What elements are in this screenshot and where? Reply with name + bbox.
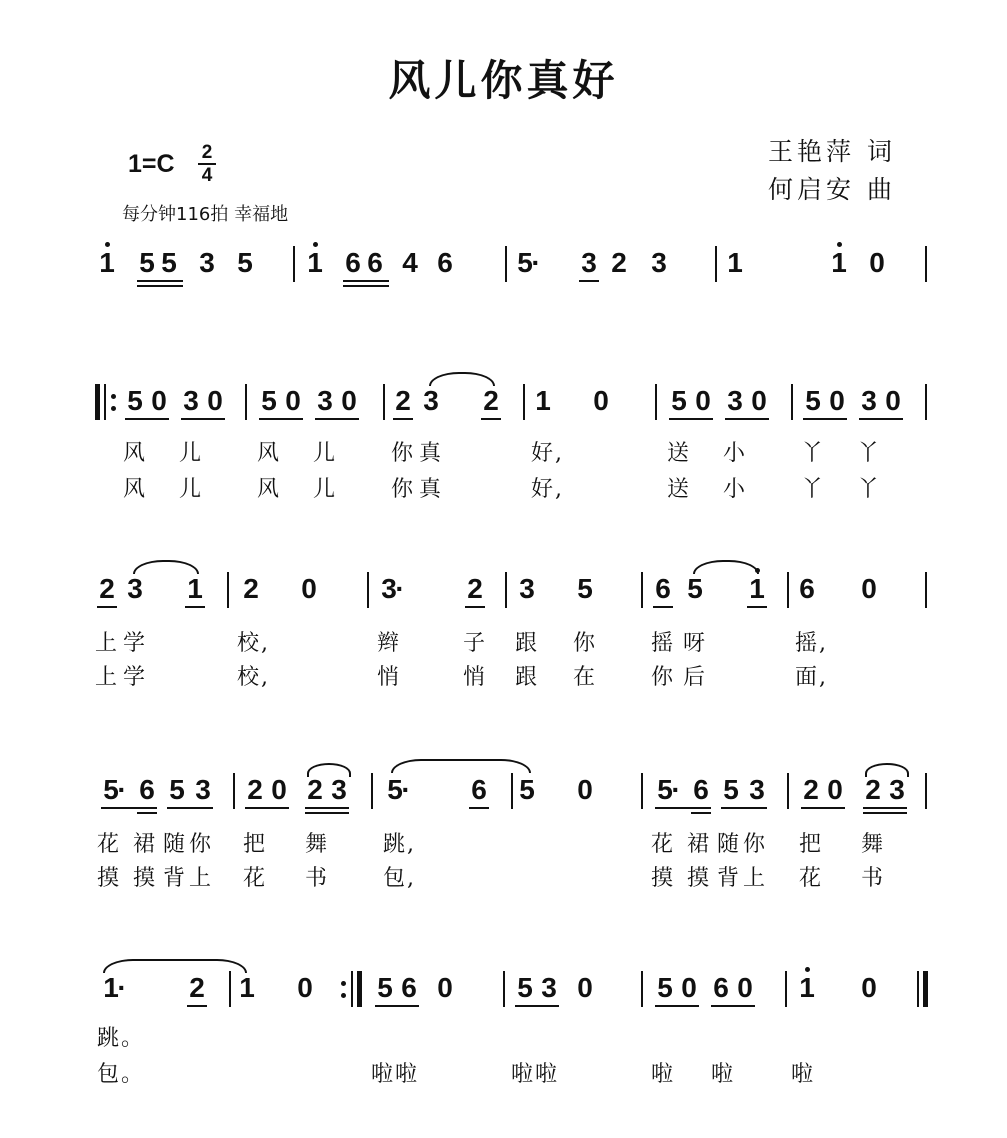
note: 2 — [483, 385, 499, 416]
note: 6 — [471, 774, 487, 805]
lyric: 你 — [391, 477, 416, 502]
note: 3 — [749, 774, 765, 805]
note: 6 — [401, 972, 417, 1003]
note: 0 — [593, 385, 609, 416]
note: 0 — [301, 573, 317, 604]
note: 0 — [861, 573, 877, 604]
lyric: 丫 — [801, 477, 826, 502]
note: 1 — [103, 972, 119, 1003]
note: 5 — [577, 573, 593, 604]
lyric: 摸 — [687, 866, 712, 891]
barline — [505, 572, 507, 608]
underline-eighth — [481, 418, 501, 420]
lyric: 跟 — [515, 631, 540, 656]
repeat-end-thin-bar — [351, 971, 353, 1007]
barline — [641, 773, 643, 809]
underline-eighth — [721, 807, 767, 809]
barline — [229, 971, 231, 1007]
repeat-dot — [341, 981, 346, 986]
lyricist-credit: 王艳萍 词 — [768, 137, 896, 166]
note: 0 — [577, 774, 593, 805]
lyric: 丫 — [857, 441, 882, 466]
lyric: 跟 — [515, 665, 540, 690]
lyric: 裙 — [133, 832, 158, 857]
underline-eighth — [393, 418, 413, 420]
lyric: 辫 — [377, 631, 402, 656]
note: 5 — [657, 774, 673, 805]
note: 0 — [207, 385, 223, 416]
lyric: 随 — [717, 832, 742, 857]
note: 5 — [671, 385, 687, 416]
underline-eighth — [101, 807, 157, 809]
note: 1 — [831, 247, 847, 278]
note: 0 — [285, 385, 301, 416]
barline — [371, 773, 373, 809]
note: 5 — [169, 774, 185, 805]
lyric: 送 — [667, 477, 692, 502]
underline-sixteenth — [137, 812, 157, 814]
note: 0 — [151, 385, 167, 416]
note: 6 — [437, 247, 453, 278]
note: 0 — [869, 247, 885, 278]
note: 0 — [297, 972, 313, 1003]
note: 0 — [829, 385, 845, 416]
slur — [693, 560, 759, 574]
repeat-start-thick-bar — [95, 384, 100, 420]
lyric: 背 — [717, 866, 742, 891]
lyric: 儿 — [313, 441, 338, 466]
barline — [925, 572, 927, 608]
barline — [787, 773, 789, 809]
underline-eighth — [669, 418, 713, 420]
lyric: 把 — [243, 832, 268, 857]
underline-eighth — [259, 418, 303, 420]
underline-eighth — [97, 606, 117, 608]
repeat-start-thin-bar — [104, 384, 106, 420]
note: 2 — [395, 385, 411, 416]
lyric: 摸 — [97, 866, 122, 891]
underline-eighth — [655, 807, 711, 809]
note: 1 — [799, 972, 815, 1003]
lyric: 摸 — [651, 866, 676, 891]
barline — [511, 773, 513, 809]
barline — [715, 246, 717, 282]
lyric: 儿 — [313, 477, 338, 502]
note: 2 — [611, 247, 627, 278]
note: 0 — [827, 774, 843, 805]
note: 0 — [861, 972, 877, 1003]
high-octave-dot — [105, 242, 110, 247]
note: 2 — [307, 774, 323, 805]
lyric: 随 — [163, 832, 188, 857]
note: 0 — [751, 385, 767, 416]
underline-eighth — [725, 418, 769, 420]
lyric: 花 — [799, 866, 824, 891]
underline-eighth — [315, 418, 359, 420]
lyric: 上 — [189, 866, 214, 891]
lyric: 在 — [573, 665, 598, 690]
note: 3 — [317, 385, 333, 416]
note: 5 — [387, 774, 403, 805]
lyric: 把 — [799, 832, 824, 857]
note: 1 — [727, 247, 743, 278]
note: 5 — [103, 774, 119, 805]
note: 3 — [519, 573, 535, 604]
lyric: 跳, — [383, 832, 416, 857]
note: 6 — [139, 774, 155, 805]
underline-sixteenth — [343, 285, 389, 287]
note: 3 — [581, 247, 597, 278]
note: 5 — [687, 573, 703, 604]
lyric: 好, — [531, 441, 564, 466]
lyric: 背 — [163, 866, 188, 891]
lyric: 儿 — [179, 477, 204, 502]
score-line-4 — [95, 773, 935, 891]
note: 1 — [307, 247, 323, 278]
slur — [429, 372, 495, 386]
repeat-end-thick-bar — [357, 971, 362, 1007]
lyric: 裙 — [687, 832, 712, 857]
underline-eighth — [167, 807, 213, 809]
note: 5 — [657, 972, 673, 1003]
underline-eighth — [653, 606, 673, 608]
underline-eighth — [343, 280, 389, 282]
augmentation-dot: · — [117, 972, 127, 1003]
note: 2 — [243, 573, 259, 604]
high-octave-dot — [313, 242, 318, 247]
lyric: 舞 — [861, 832, 886, 857]
augmentation-dot: · — [395, 573, 405, 604]
barline — [925, 246, 927, 282]
lyric: 啦 — [791, 1062, 816, 1087]
barline — [227, 572, 229, 608]
barline — [641, 572, 643, 608]
note: 6 — [799, 573, 815, 604]
note: 2 — [189, 972, 205, 1003]
lyric: 风 — [257, 441, 282, 466]
lyric: 啦 — [711, 1062, 736, 1087]
augmentation-dot: · — [117, 774, 127, 805]
tie — [391, 759, 531, 773]
lyric: 学 — [123, 665, 148, 690]
meter-bottom: 4 — [201, 165, 213, 186]
underline-eighth — [579, 280, 599, 282]
lyric: 包。 — [97, 1062, 146, 1087]
note: 2 — [865, 774, 881, 805]
repeat-dot — [111, 406, 116, 411]
score-line-2 — [95, 384, 935, 502]
note: 3 — [861, 385, 877, 416]
lyric: 真 — [419, 441, 444, 466]
lyric: 风 — [123, 477, 148, 502]
slur — [307, 763, 351, 777]
lyric: 摇 — [651, 631, 676, 656]
note: 2 — [803, 774, 819, 805]
note: 1 — [535, 385, 551, 416]
note: 3 — [199, 247, 215, 278]
time-signature — [198, 143, 216, 185]
lyric: 包, — [383, 866, 416, 891]
underline-eighth — [803, 418, 847, 420]
note: 0 — [885, 385, 901, 416]
barline — [641, 971, 643, 1007]
barline — [925, 773, 927, 809]
lyric: 花 — [97, 832, 122, 857]
lyric: 面, — [795, 665, 828, 690]
barline — [293, 246, 295, 282]
barline — [503, 971, 505, 1007]
barline — [505, 246, 507, 282]
note: 0 — [577, 972, 593, 1003]
note: 6 — [655, 573, 671, 604]
note: 3 — [651, 247, 667, 278]
underline-eighth — [711, 1005, 755, 1007]
lyric: 你 — [573, 631, 598, 656]
note: 3 — [331, 774, 347, 805]
lyric: 啦 — [651, 1062, 676, 1087]
note: 5 — [139, 247, 155, 278]
note: 0 — [437, 972, 453, 1003]
lyric: 小 — [723, 441, 748, 466]
lyric: 摇, — [795, 631, 828, 656]
note: 5 — [261, 385, 277, 416]
tie — [103, 959, 247, 973]
underline-eighth — [137, 280, 183, 282]
augmentation-dot: · — [531, 247, 541, 278]
underline-eighth — [515, 1005, 559, 1007]
lyric: 舞 — [305, 832, 330, 857]
lyric: 上 — [95, 631, 120, 656]
underline-eighth — [465, 606, 485, 608]
note: 6 — [713, 972, 729, 1003]
lyric: 上 — [95, 665, 120, 690]
lyric: 校, — [237, 631, 270, 656]
lyric: 后 — [683, 665, 708, 690]
barline — [785, 971, 787, 1007]
lyric: 花 — [651, 832, 676, 857]
note: 2 — [467, 573, 483, 604]
note: 1 — [239, 972, 255, 1003]
note: 3 — [381, 573, 397, 604]
underline-eighth — [859, 418, 903, 420]
slur — [865, 763, 909, 777]
underline-sixteenth — [137, 285, 183, 287]
final-thick-bar — [923, 971, 928, 1007]
lyric: 送 — [667, 441, 692, 466]
score-line-1 — [95, 246, 935, 296]
barline — [791, 384, 793, 420]
underline-sixteenth — [863, 812, 907, 814]
lyric: 你 — [189, 832, 214, 857]
lyric: 小 — [723, 477, 748, 502]
lyric: 风 — [123, 441, 148, 466]
lyric: 儿 — [179, 441, 204, 466]
composer-credit: 何启安 曲 — [768, 175, 896, 204]
note: 5 — [519, 774, 535, 805]
lyric: 你 — [743, 832, 768, 857]
meter-top: 2 — [201, 142, 213, 163]
lyric: 跳。 — [97, 1026, 146, 1051]
underline-sixteenth — [691, 812, 711, 814]
note: 1 — [749, 573, 765, 604]
barline — [523, 384, 525, 420]
underline-eighth — [187, 1005, 207, 1007]
note: 5 — [161, 247, 177, 278]
lyric: 子 — [463, 631, 488, 656]
underline-eighth — [801, 807, 845, 809]
underline-eighth — [185, 606, 205, 608]
note: 6 — [345, 247, 361, 278]
barline — [233, 773, 235, 809]
lyric: 书 — [305, 866, 330, 891]
song-title: 风儿你真好 — [388, 56, 619, 105]
underline-eighth — [375, 1005, 419, 1007]
note: 3 — [541, 972, 557, 1003]
underline-eighth — [125, 418, 169, 420]
note: 2 — [247, 774, 263, 805]
high-octave-dot — [837, 242, 842, 247]
note: 5 — [517, 972, 533, 1003]
augmentation-dot: · — [401, 774, 411, 805]
underline-eighth — [245, 807, 289, 809]
lyric: 学 — [123, 631, 148, 656]
note: 3 — [423, 385, 439, 416]
underline-eighth — [469, 807, 489, 809]
lyric: 真 — [419, 477, 444, 502]
note: 2 — [99, 573, 115, 604]
final-thin-bar — [917, 971, 919, 1007]
note: 3 — [195, 774, 211, 805]
underline-eighth — [181, 418, 225, 420]
tempo-marking: 每分钟116拍 幸福地 — [122, 204, 289, 225]
lyric: 丫 — [801, 441, 826, 466]
note: 0 — [737, 972, 753, 1003]
barline — [383, 384, 385, 420]
lyric: 风 — [257, 477, 282, 502]
note: 3 — [183, 385, 199, 416]
note: 1 — [99, 247, 115, 278]
score-line-5 — [95, 971, 935, 1087]
note: 5 — [237, 247, 253, 278]
lyric: 好, — [531, 477, 564, 502]
note: 5 — [723, 774, 739, 805]
lyric: 悄 — [377, 665, 402, 690]
note: 1 — [187, 573, 203, 604]
note: 5 — [517, 247, 533, 278]
barline — [655, 384, 657, 420]
barline — [787, 572, 789, 608]
barline — [245, 384, 247, 420]
lyric: 丫 — [857, 477, 882, 502]
lyric: 上 — [743, 866, 768, 891]
underline-eighth — [655, 1005, 699, 1007]
lyric: 摸 — [133, 866, 158, 891]
lyric: 你 — [651, 665, 676, 690]
score-line-3 — [95, 572, 935, 690]
repeat-dot — [341, 993, 346, 998]
note: 3 — [889, 774, 905, 805]
note: 4 — [402, 247, 418, 278]
note: 6 — [693, 774, 709, 805]
note: 3 — [127, 573, 143, 604]
lyric: 书 — [861, 866, 886, 891]
note: 5 — [127, 385, 143, 416]
repeat-dot — [111, 394, 116, 399]
note: 0 — [271, 774, 287, 805]
underline-sixteenth — [305, 812, 349, 814]
note: 5 — [805, 385, 821, 416]
slur — [133, 560, 199, 574]
key-signature: 1=C — [128, 150, 175, 178]
lyric: 花 — [243, 866, 268, 891]
note: 0 — [341, 385, 357, 416]
lyric: 啦啦 — [511, 1062, 560, 1087]
lyric: 悄 — [463, 665, 488, 690]
note: 3 — [727, 385, 743, 416]
underline-eighth — [305, 807, 349, 809]
note: 0 — [681, 972, 697, 1003]
high-octave-dot — [805, 967, 810, 972]
lyric: 啦啦 — [371, 1062, 420, 1087]
underline-eighth — [863, 807, 907, 809]
lyric: 呀 — [683, 631, 708, 656]
note: 6 — [367, 247, 383, 278]
lyric: 你 — [391, 441, 416, 466]
underline-eighth — [747, 606, 767, 608]
barline — [925, 384, 927, 420]
note: 5 — [377, 972, 393, 1003]
note: 0 — [695, 385, 711, 416]
barline — [367, 572, 369, 608]
lyric: 校, — [237, 665, 270, 690]
augmentation-dot: · — [671, 774, 681, 805]
